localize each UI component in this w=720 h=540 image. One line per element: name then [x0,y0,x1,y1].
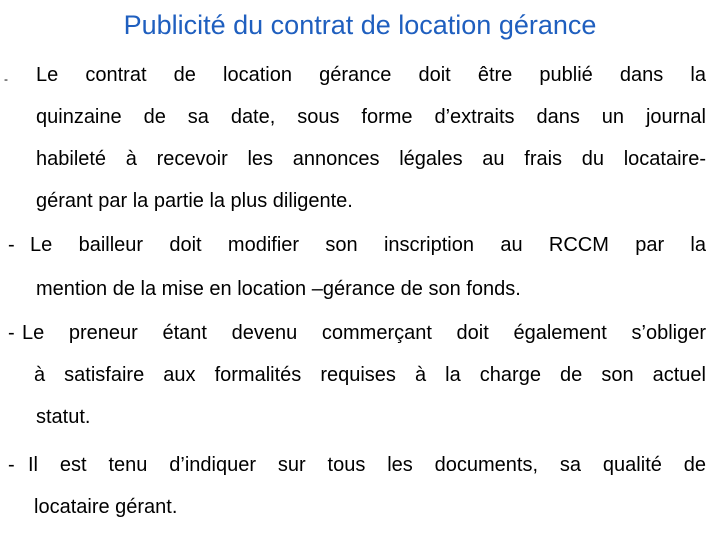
paragraph-3-line-3: statut. [36,406,91,428]
paragraph-1-line-1: Le contrat de location gérance doit être publié dans la [36,64,706,86]
bullet: - [8,322,15,344]
paragraph-4-line-1: Il est tenu d’indiquer sur tous les documents, sa qualité de [28,454,706,476]
paragraph-2-line-1: Le bailleur doit modifier son inscription au RCCM par la [30,234,706,256]
bullet: - [8,234,15,256]
paragraph-2-line-2: mention de la mise en location –gérance de son fonds. [36,278,521,300]
slide-title: Publicité du contrat de location gérance [123,10,597,40]
bullet: - [4,72,8,86]
paragraph-1-line-3: habileté à recevoir les annonces légales au frais du locataire- [36,148,706,170]
paragraph-3-line-1: Le preneur étant devenu commerçant doit également s’obliger [22,322,706,344]
bullet: - [8,454,15,476]
paragraph-1-line-4: gérant par la partie la plus diligente. [36,190,353,212]
paragraph-3-line-2: à satisfaire aux formalités requises à la charge de son actuel [34,364,706,386]
paragraph-4-line-2: locataire gérant. [34,496,178,518]
paragraph-1-line-2: quinzaine de sa date, sous forme d’extraits dans un journal [36,106,706,128]
